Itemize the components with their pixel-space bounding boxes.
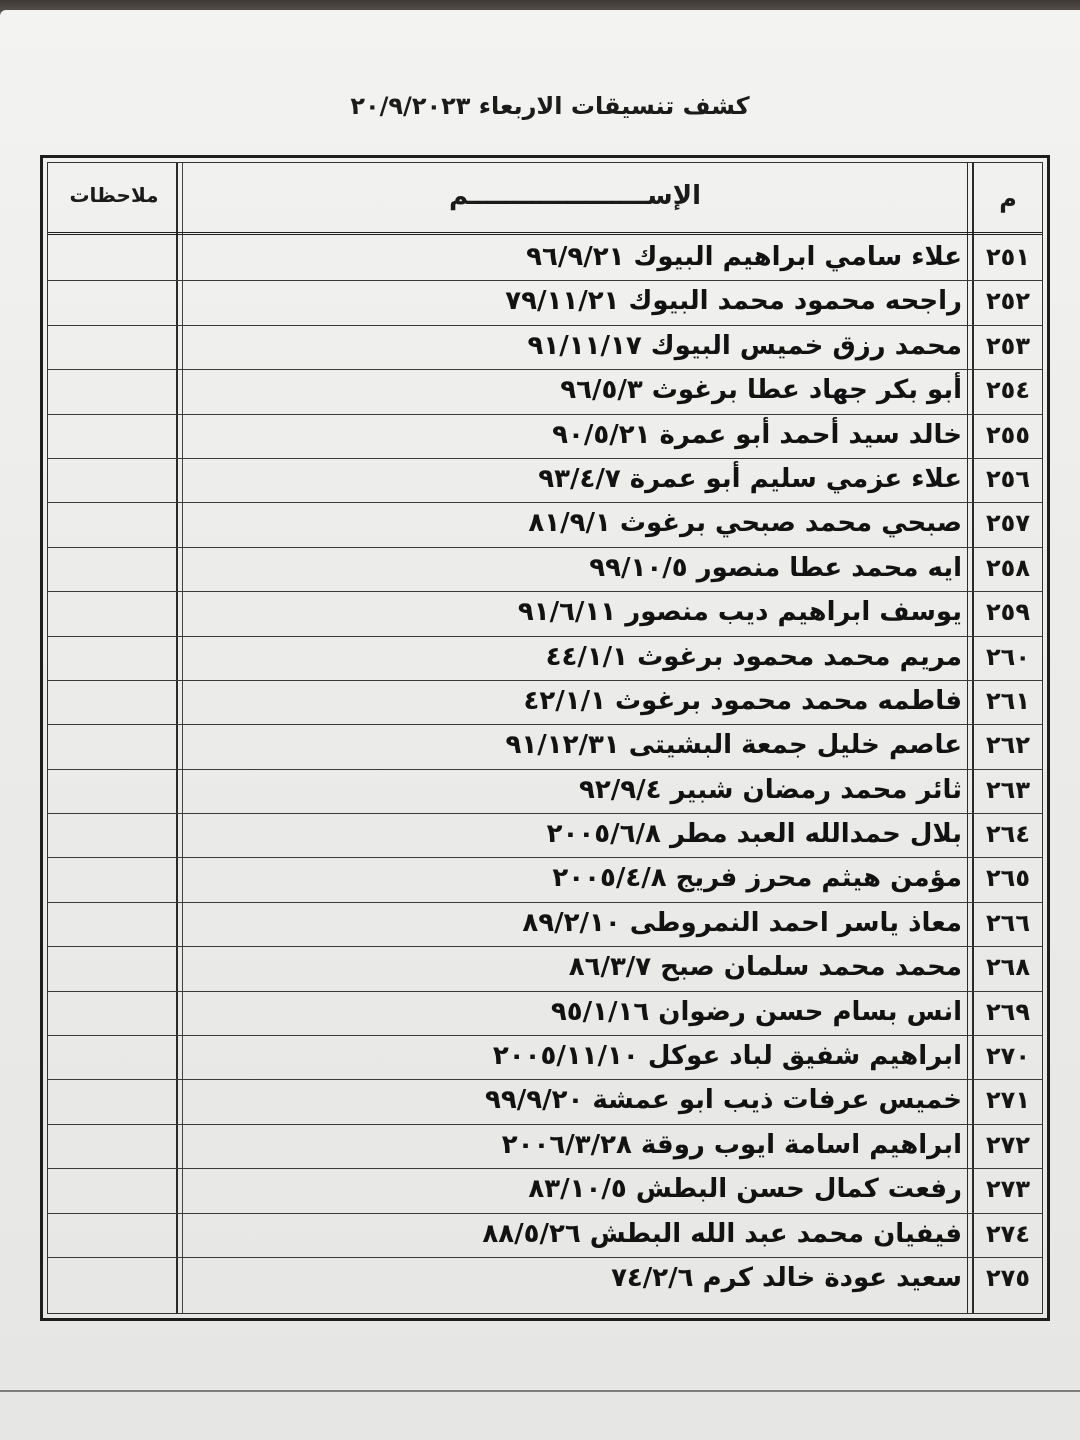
- table-row: [48, 1169, 1042, 1213]
- row-number: ٢٧٥: [986, 1263, 1030, 1292]
- row-number: ٢٥٥: [986, 420, 1030, 449]
- row-name: عاصم خليل جمعة البشيتى ٩١/١٢/٣١: [505, 730, 962, 761]
- divider: [0, 1390, 1080, 1392]
- row-name: فاطمه محمد محمود برغوث ٤٢/١/١: [523, 685, 962, 716]
- table-row: [48, 1080, 1042, 1124]
- row-name: بلال حمدالله العبد مطر ٢٠٠٥/٦/٨: [546, 819, 962, 850]
- row-notes: [56, 1086, 174, 1116]
- table-row: [48, 725, 1042, 769]
- row-name: ابراهيم اسامة ايوب روقة ٢٠٠٦/٣/٢٨: [501, 1129, 962, 1160]
- row-number: ٢٥٦: [986, 464, 1030, 493]
- row-name: ابراهيم شفيق لباد عوكل ٢٠٠٥/١١/١٠: [492, 1041, 962, 1072]
- row-number: ٢٧٤: [986, 1219, 1030, 1248]
- row-notes: [56, 643, 174, 673]
- row-notes: [56, 465, 174, 495]
- row-number: ٢٧٠: [986, 1042, 1030, 1071]
- row-name: ثائر محمد رمضان شبير ٩٢/٩/٤: [578, 774, 962, 805]
- table-row: [48, 592, 1042, 636]
- row-notes: [56, 421, 174, 451]
- table-row: [48, 903, 1042, 947]
- row-name: رفعت كمال حسن البطش ٨٣/١٠/٥: [528, 1174, 962, 1205]
- row-name: مريم محمد محمود برغوث ٤٤/١/١: [545, 641, 962, 672]
- page-title: كشف تنسيقات الاربعاء ٢٠/٩/٢٠٢٣: [350, 92, 750, 120]
- row-notes: [56, 1131, 174, 1161]
- row-notes: [56, 776, 174, 806]
- row-name: سعيد عودة خالد كرم ٧٤/٢/٦: [611, 1262, 962, 1293]
- row-number: ٢٥٢: [986, 287, 1030, 316]
- header-name: الإســــــــــــــــــــم: [449, 181, 701, 211]
- table-row: [48, 281, 1042, 325]
- table-row: [48, 858, 1042, 902]
- row-notes: [56, 1175, 174, 1205]
- table-row: [48, 503, 1042, 547]
- table-row: [48, 1036, 1042, 1080]
- row-name: محمد رزق خميس البيوك ٩١/١١/١٧: [527, 330, 962, 361]
- row-name: ايه محمد عطا منصور ٩٩/١٠/٥: [589, 552, 962, 583]
- table-row: [48, 814, 1042, 858]
- row-name: خميس عرفات ذيب ابو عمشة ٩٩/٩/٢٠: [484, 1085, 962, 1116]
- row-number: ٢٧١: [986, 1086, 1030, 1115]
- row-notes: [56, 1264, 174, 1294]
- row-name: علاء عزمي سليم أبو عمرة ٩٣/٤/٧: [538, 463, 962, 494]
- row-name: يوسف ابراهيم ديب منصور ٩١/٦/١١: [517, 597, 962, 628]
- row-notes: [56, 1220, 174, 1250]
- row-notes: [56, 909, 174, 939]
- row-notes: [56, 287, 174, 317]
- table-body: [48, 237, 1042, 1302]
- row-notes: [56, 332, 174, 362]
- table-row: [48, 459, 1042, 503]
- row-number: ٢٥٣: [986, 331, 1030, 360]
- table-row: [48, 681, 1042, 725]
- row-name: مؤمن هيثم محرز فريج ٢٠٠٥/٤/٨: [552, 863, 962, 894]
- row-notes: [56, 820, 174, 850]
- table-row: [48, 1125, 1042, 1169]
- row-notes: [56, 509, 174, 539]
- table-row: [48, 326, 1042, 370]
- row-name: انس بسام حسن رضوان ٩٥/١/١٦: [550, 996, 962, 1027]
- row-number: ٢٧٣: [986, 1175, 1030, 1204]
- table-row: [48, 370, 1042, 414]
- row-number: ٢٧٢: [986, 1130, 1030, 1159]
- table-frame: [40, 155, 1050, 1321]
- row-number: ٢٥٨: [986, 553, 1030, 582]
- row-notes: [56, 953, 174, 983]
- row-notes: [56, 554, 174, 584]
- row-number: ٢٦١: [986, 686, 1030, 715]
- table-row: [48, 992, 1042, 1036]
- table-row: [48, 770, 1042, 814]
- row-name: راجحه محمود محمد البيوك ٧٩/١١/٢١: [505, 286, 962, 317]
- table-row: [48, 637, 1042, 681]
- row-notes: [56, 731, 174, 761]
- row-number: ٢٦٠: [986, 642, 1030, 671]
- row-notes: [56, 243, 174, 273]
- table: [47, 162, 1043, 1314]
- row-name: علاء سامي ابراهيم البيوك ٩٦/٩/٢١: [526, 242, 962, 272]
- row-name: محمد محمد سلمان صبح ٨٦/٣/٧: [568, 952, 962, 983]
- row-number: ٢٥٩: [986, 598, 1030, 627]
- row-name: فيفيان محمد عبد الله البطش ٨٨/٥/٢٦: [482, 1218, 962, 1249]
- row-number: ٢٦٩: [986, 997, 1030, 1026]
- row-notes: [56, 598, 174, 628]
- row-number: ٢٥١: [986, 243, 1030, 271]
- row-notes: [56, 998, 174, 1028]
- table-header: [48, 163, 1042, 235]
- table-row: [48, 1214, 1042, 1258]
- row-number: ٢٦٤: [986, 820, 1030, 849]
- row-number: ٢٥٤: [986, 376, 1030, 405]
- row-name: أبو بكر جهاد عطا برغوث ٩٦/٥/٣: [560, 375, 962, 406]
- row-name: خالد سيد أحمد أبو عمرة ٩٠/٥/٢١: [552, 419, 962, 450]
- table-row: [48, 947, 1042, 991]
- row-notes: [56, 376, 174, 406]
- table-row: [48, 1258, 1042, 1302]
- row-name: صبحي محمد صبحي برغوث ٨١/٩/١: [528, 508, 962, 539]
- table-row: [48, 548, 1042, 592]
- header-number: م: [999, 185, 1017, 213]
- table-row: [48, 237, 1042, 281]
- row-number: ٢٦٢: [986, 731, 1030, 760]
- row-number: ٢٦٦: [986, 908, 1030, 937]
- row-number: ٢٦٥: [986, 864, 1030, 893]
- row-name: معاذ ياسر احمد النمروطى ٨٩/٢/١٠: [522, 907, 962, 938]
- row-number: ٢٦٨: [986, 953, 1030, 982]
- row-number: ٢٥٧: [986, 509, 1030, 538]
- table-row: [48, 415, 1042, 459]
- row-notes: [56, 864, 174, 894]
- row-number: ٢٦٣: [986, 775, 1030, 804]
- row-notes: [56, 1042, 174, 1072]
- row-notes: [56, 687, 174, 717]
- header-notes: ملاحظات: [69, 183, 159, 207]
